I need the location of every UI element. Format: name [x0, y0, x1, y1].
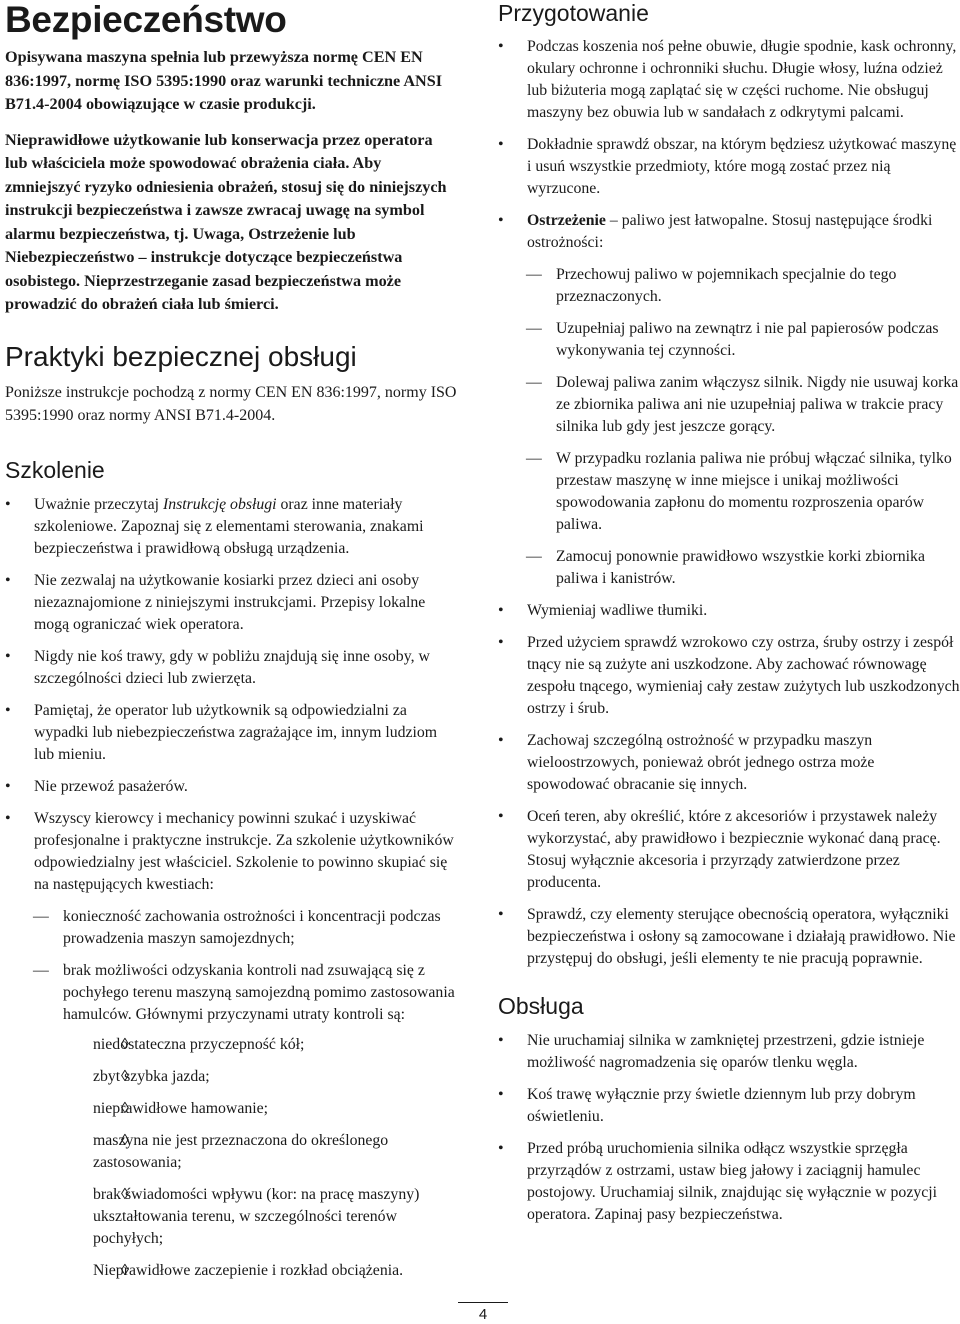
- list-item: • Oceń teren, aby określić, które z akcesoriów i przystawek należy wykorzystać, aby prawidłowo i bezpiecznie wykonać daną pracę. Stosuj wyłącznie akcesoria i przyrządy zatwierdzone przez producenta.: [498, 806, 960, 894]
- dash-item: — Zamocuj ponownie prawidłowo wszystkie korki zbiornika paliwa i kanistrów.: [498, 546, 960, 590]
- warning-paragraph: Nieprawidłowe użytkowanie lub konserwacja przez operatora lub właściciela może spowodować obrażenia ciała. Aby zmniejszyć ryzyko odniesienia obrażeń, stosuj się do niniejszych instrukcji bezpieczeństwa i zawsze zwracaj uwagę na symbol alarmu bezpieczeństwa, tj. Uwaga, Ostrzeżenie lub Niebezpieczeństwo – instrukcje dotyczące bezpieczeństwa osobistego. Nieprzestrzeganie zasad bezpieczeństwa może prowadzić do obrażeń ciała lub śmierci.: [5, 130, 447, 313]
- list-item: • Nie przewoź pasażerów.: [5, 776, 457, 798]
- dash-item: — Dolewaj paliwa zanim włączysz silnik. Nigdy nie usuwaj korka ze zbiornika paliwa ani nie uzupełniaj paliwa w trakcie pracy silnika lub gdy jest jeszcze gorący.: [498, 372, 960, 438]
- list-item: • Zachowaj szczególną ostrożność w przypadku maszyn wieloostrzowych, ponieważ obrót jednego ostrza może spowodować obracanie się innych.: [498, 730, 960, 796]
- page-number: 4: [478, 1306, 488, 1323]
- list-item: • Koś trawę wyłącznie przy świetle dziennym lub przy dobrym oświetleniu.: [498, 1084, 960, 1128]
- left-column: [5, 0, 457, 1292]
- list-item: • Uważnie przeczytaj Instrukcję obsługi oraz inne materiały szkoleniowe. Zapoznaj się z elementami sterowania, znakami bezpieczeństwa i prawidłową obsługą urządzenia.: [5, 494, 457, 560]
- list-item: • Ostrzeżenie – paliwo jest łatwopalne. Stosuj następujące środki ostrożności:: [498, 210, 960, 254]
- warning-label: Ostrzeżenie: [527, 212, 606, 229]
- standards-paragraph: Opisywana maszyna spełnia lub przewyższa normę CEN EN 836:1997, normę ISO 5395:1990 oraz warunki techniczne ANSI B71.4-2004 obowiązujące w czasie produkcji.: [5, 48, 443, 113]
- operation-heading: Obsługa: [498, 993, 584, 1019]
- list-item: • Podczas koszenia noś pełne obuwie, długie spodnie, kask ochronny, okulary ochronne i ochronniki słuchu. Długie włosy, luźna odzież lub biżuteria mogą zaplątać się w części ruchome. Nie obsługuj maszyny bez obuwia lub w sandałach z odkrytymi palcami.: [498, 36, 960, 124]
- footer-rule: [458, 1302, 508, 1303]
- operation-list: [498, 1030, 960, 1226]
- list-item: • Nie zezwalaj na użytkowanie kosiarki przez dzieci ani osoby niezaznajomione z niniejszymi instrukcjami. Przepisy lokalne mogą ograniczać wiek operatora.: [5, 570, 457, 636]
- manual-title: Instrukcję obsługi: [162, 495, 277, 513]
- list-item: • Wymieniaj wadliwe tłumiki.: [498, 600, 960, 622]
- list-item: • Nie uruchamiaj silnika w zamkniętej przestrzeni, gdzie istnieje możliwość nagromadzenia się oparów tlenku węgla.: [498, 1030, 960, 1074]
- list-item: • Dokładnie sprawdź obszar, na którym będziesz użytkować maszynę i usuń wszystkie przedmioty, które mogą zostać przez nią wyrzucone.: [498, 134, 960, 200]
- diamond-item: ◊ maszyna nie jest przeznaczona do określonego zastosowania;: [63, 1130, 457, 1174]
- preparation-heading: Przygotowanie: [498, 0, 649, 26]
- training-list: [5, 494, 457, 1282]
- list-item: • Wszyscy kierowcy i mechanicy powinni szukać i uzyskiwać profesjonalne i praktyczne instrukcje. Za szkolenie użytkowników odpowiedzialny jest właściciel. Szkolenie to powinno skupiać się na następujących kwestiach:: [5, 808, 457, 896]
- page-title: Bezpieczeństwo: [5, 0, 287, 40]
- dash-item: — W przypadku rozlania paliwa nie próbuj włączać silnika, tylko przestaw maszynę w inne miejsce i unikaj możliwości spowodowania zapłonu do momentu rozproszenia oparów paliwa.: [498, 448, 960, 536]
- diamond-item: ◊ brak świadomości wpływu (kor: na pracę maszyny) ukształtowania terenu, w szczególności terenów pochyłych;: [63, 1184, 457, 1250]
- diamond-item: ◊ nieprawidłowe hamowanie;: [63, 1098, 457, 1120]
- dash-item: — konieczność zachowania ostrożności i koncentracji podczas prowadzenia maszyn samojezdnych;: [5, 906, 457, 950]
- loss-of-control-causes: [63, 1034, 457, 1282]
- list-item: • Nigdy nie koś trawy, gdy w pobliżu znajdują się inne osoby, w szczególności dzieci lub zwierzęta.: [5, 646, 457, 690]
- diamond-item: ◊ niedostateczna przyczepność kół;: [63, 1034, 457, 1056]
- list-item: • Przed użyciem sprawdź wzrokowo czy ostrza, śruby ostrzy i zespół tnący nie są zużyte ani uszkodzone. Aby zachować równowagę zespołu tnącego, wymieniaj cały zestaw zużytych lub uszkodzonych ostrzy i śrub.: [498, 632, 960, 720]
- dash-item: — Przechowuj paliwo w pojemnikach specjalnie do tego przeznaczonych.: [498, 264, 960, 308]
- list-item: • Pamiętaj, że operator lub użytkownik są odpowiedzialni za wypadki lub niebezpieczeństwa zagrażające im, innym ludziom lub mieniu.: [5, 700, 457, 766]
- dash-item: — Uzupełniaj paliwo na zewnątrz i nie pal papierosów podczas wykonywania tej czynności.: [498, 318, 960, 362]
- list-item: • Sprawdź, czy elementy sterujące obecnością operatora, wyłączniki bezpieczeństwa i osłony są zamocowane i działają prawidłowo. Nie przystępuj do obsługi, jeśli elementy te nie pracują poprawnie.: [498, 904, 960, 970]
- dash-item: — brak możliwości odzyskania kontroli nad zsuwającą się z pochyłego terenu maszyną samojezdną pomimo zastosowania hamulców. Głównymi przyczynami utraty kontroli są: ◊ niedostateczna przyczepność kół; ◊ zbyt szybka jazda; ◊ nieprawidłowe hamowanie; ◊ maszyna nie jest przeznaczona do określonego zastosowania; ◊ brak świadomości wpływu (kor: na pracę maszyny) ukształtowania terenu, w szczególności terenów pochyłych; ◊ Nieprawidłowe zaczepienie i rozkład obciążenia.: [5, 960, 457, 1282]
- diamond-item: ◊ Nieprawidłowe zaczepienie i rozkład obciążenia.: [63, 1260, 457, 1282]
- training-heading: Szkolenie: [5, 456, 105, 483]
- list-item: • Przed próbą uruchomienia silnika odłącz wszystkie sprzęgła przyrządów z ostrzami, ustaw bieg jałowy i zaciągnij hamulec postojowy. Uruchamiaj silnik, znajdując się wyłącznie w pozycji operatora. Zapinaj pasy bezpieczeństwa.: [498, 1138, 960, 1226]
- right-column: [498, 0, 960, 1236]
- preparation-list: [498, 36, 960, 970]
- section-title: Praktyki bezpiecznej obsługi: [5, 340, 357, 372]
- diamond-item: ◊ zbyt szybka jazda;: [63, 1066, 457, 1088]
- section-intro: Poniższe instrukcje pochodzą z normy CEN EN 836:1997, normy ISO 5395:1990 oraz normy ANSI B71.4-2004.: [5, 383, 457, 424]
